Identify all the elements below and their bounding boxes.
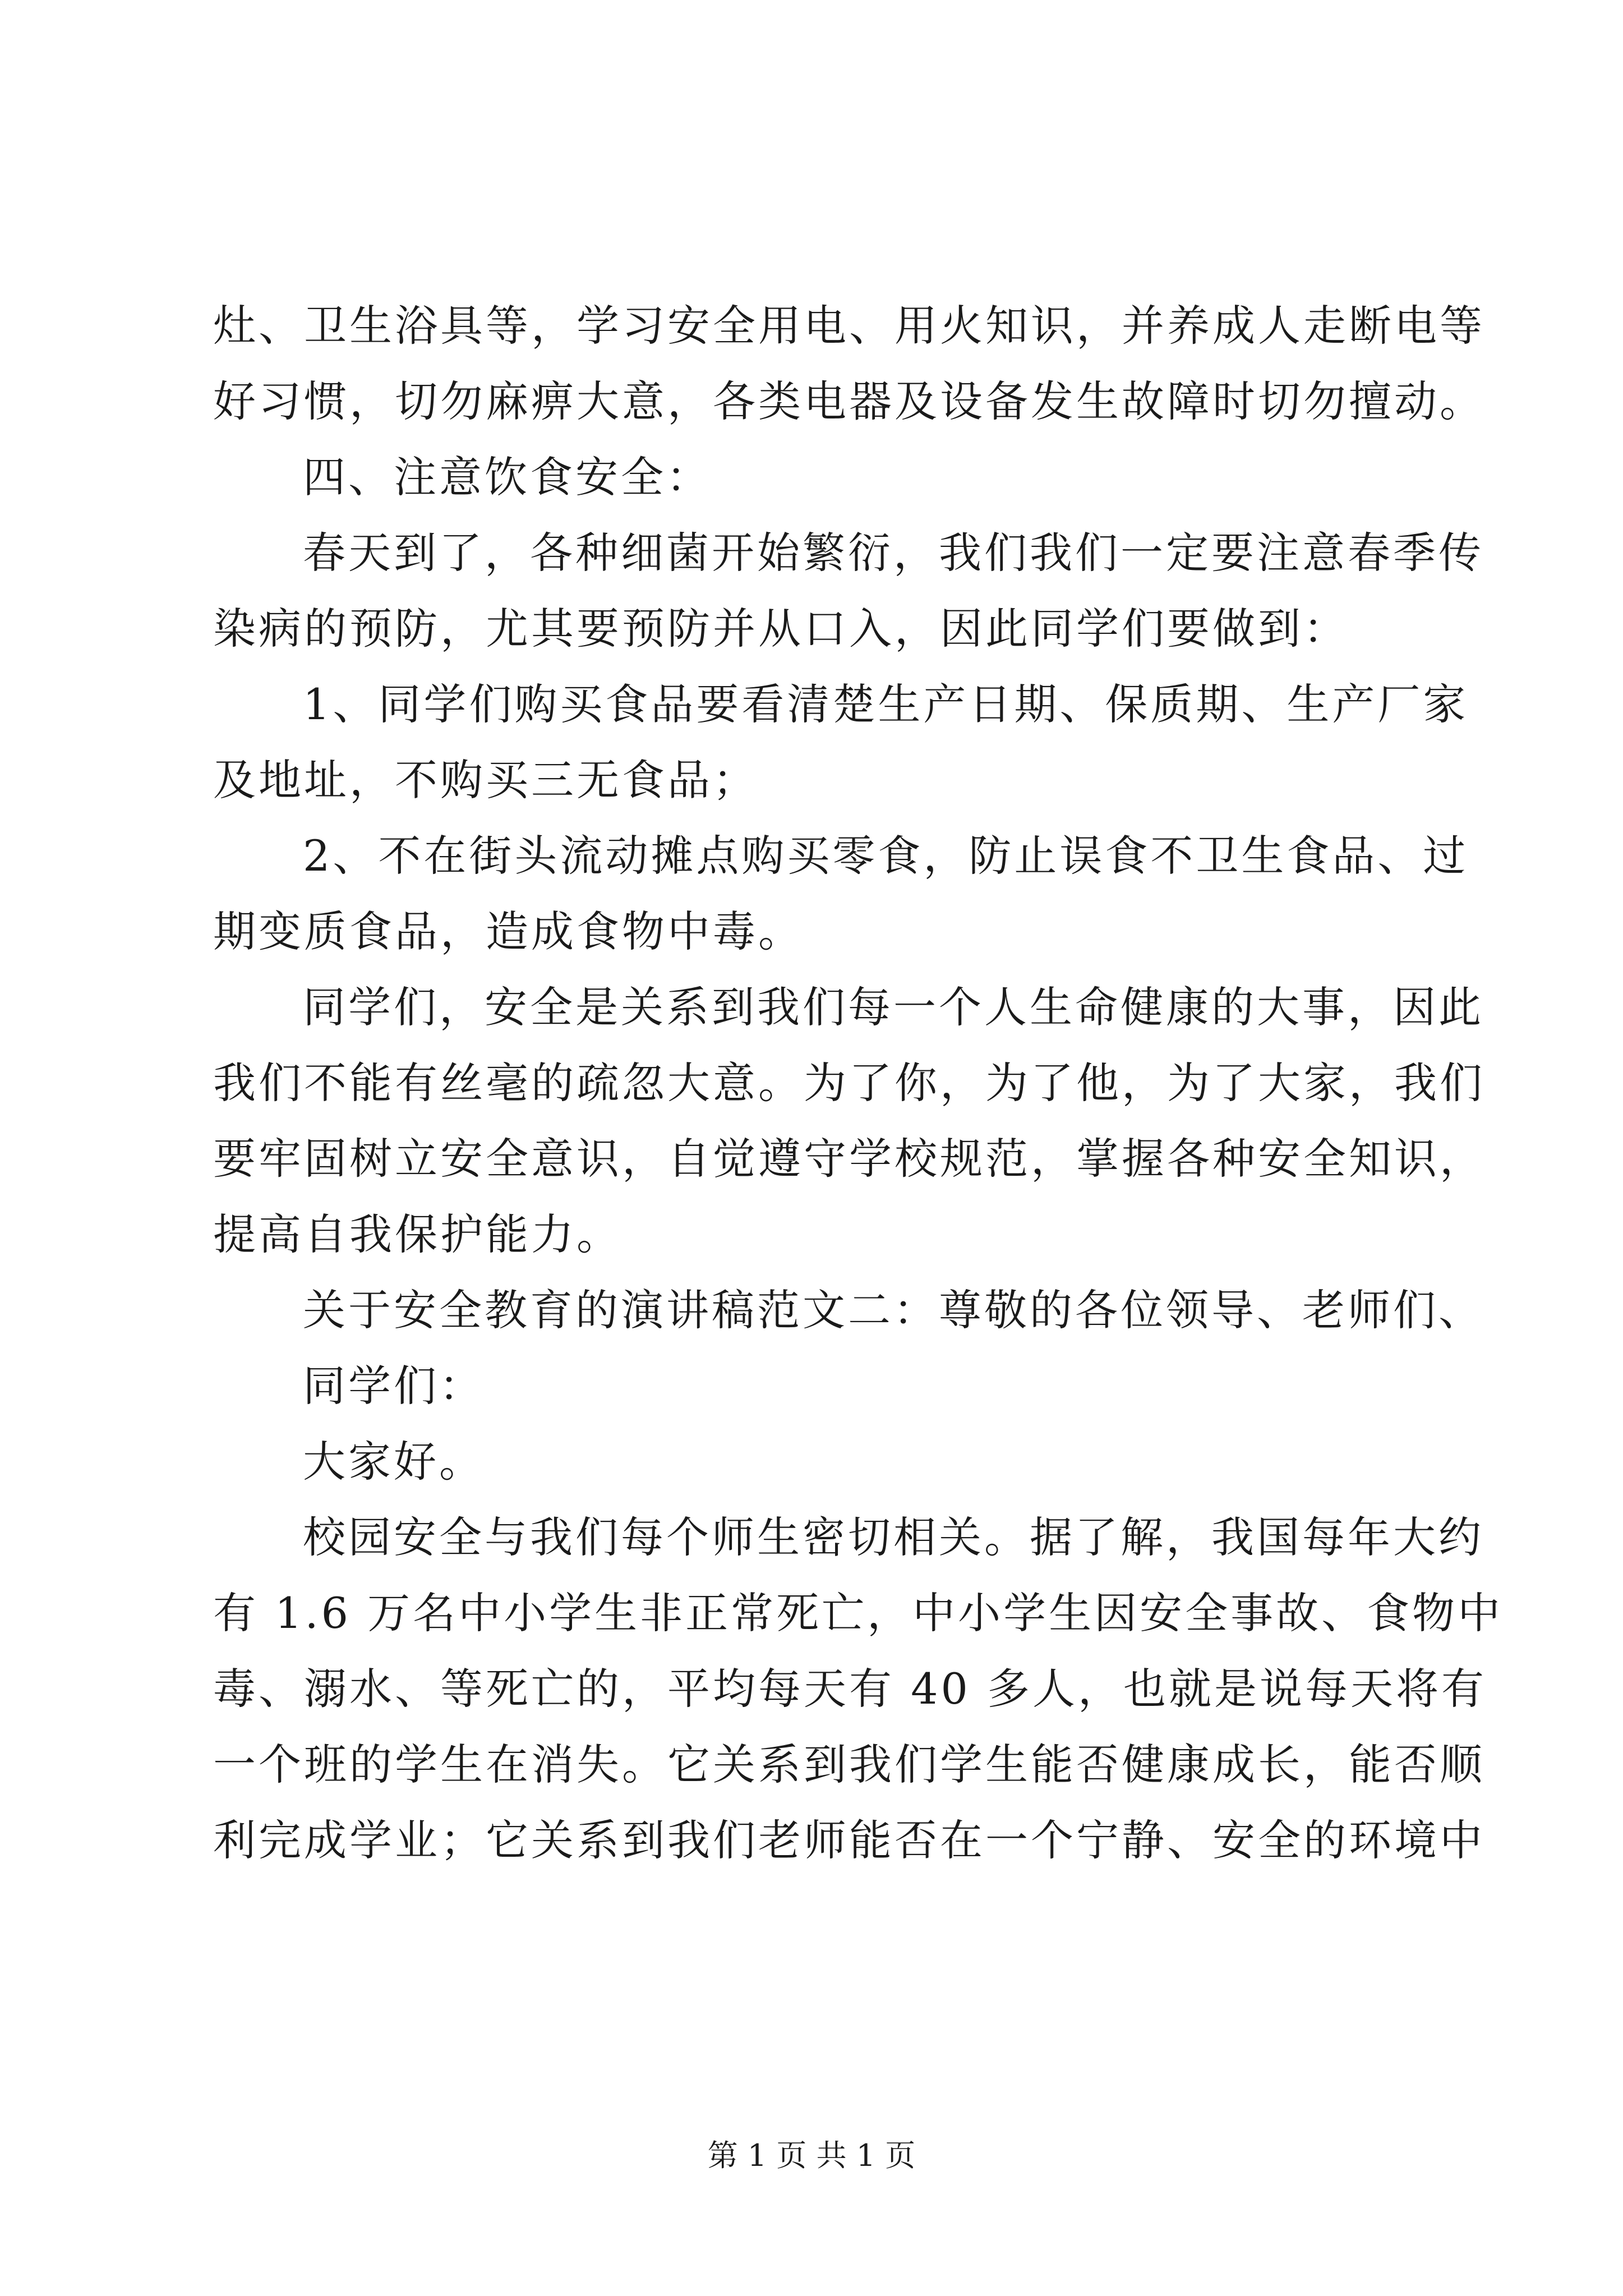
- text-line: 有 1.6 万名中小学生非正常死亡，中小学生因安全事故、食物中: [213, 1588, 1504, 1638]
- text-line: 2、不在街头流动摊点购买零食，防止误食不卫生食品、过: [303, 831, 1469, 881]
- page-footer: 第 1 页 共 1 页: [707, 2138, 916, 2173]
- text-line: 及地址，不购买三无食品；: [213, 755, 758, 805]
- text-line: 关于安全教育的演讲稿范文二：尊敬的各位领导、老师们、: [303, 1285, 1484, 1335]
- text-line: 春天到了，各种细菌开始繁衍，我们我们一定要注意春季传: [303, 528, 1484, 578]
- text-line: 好习惯，切勿麻痹大意，各类电器及设备发生故障时切勿擅动。: [213, 376, 1485, 426]
- text-line: 同学们，安全是关系到我们每一个人生命健康的大事，因此: [303, 982, 1484, 1032]
- text-line: 校园安全与我们每个师生密切相关。据了解，我国每年大约: [303, 1512, 1484, 1562]
- text-line: 提高自我保护能力。: [213, 1209, 622, 1259]
- text-line: 毒、溺水、等死亡的，平均每天有 40 多人，也就是说每天将有: [213, 1664, 1487, 1714]
- text-line: 大家好。: [303, 1437, 485, 1487]
- text-line: 期变质食品，造成食物中毒。: [213, 907, 804, 956]
- text-line: 染病的预防，尤其要预防并从口入，因此同学们要做到：: [213, 604, 1349, 654]
- text-line: 1、同学们购买食品要看清楚生产日期、保质期、生产厂家: [303, 679, 1469, 729]
- text-line: 同学们：: [303, 1361, 485, 1411]
- section-heading: 四、注意饮食安全：: [303, 452, 712, 502]
- text-line: 要牢固树立安全意识，自觉遵守学校规范，掌握各种安全知识，: [213, 1134, 1485, 1184]
- text-line: 我们不能有丝毫的疏忽大意。为了你，为了他，为了大家，我们: [213, 1058, 1485, 1108]
- text-line: 灶、卫生浴具等，学习安全用电、用火知识，并养成人走断电等: [213, 301, 1485, 351]
- text-line: 利完成学业；它关系到我们老师能否在一个宁静、安全的环境中: [213, 1815, 1485, 1865]
- text-line: 一个班的学生在消失。它关系到我们学生能否健康成长，能否顺: [213, 1740, 1485, 1789]
